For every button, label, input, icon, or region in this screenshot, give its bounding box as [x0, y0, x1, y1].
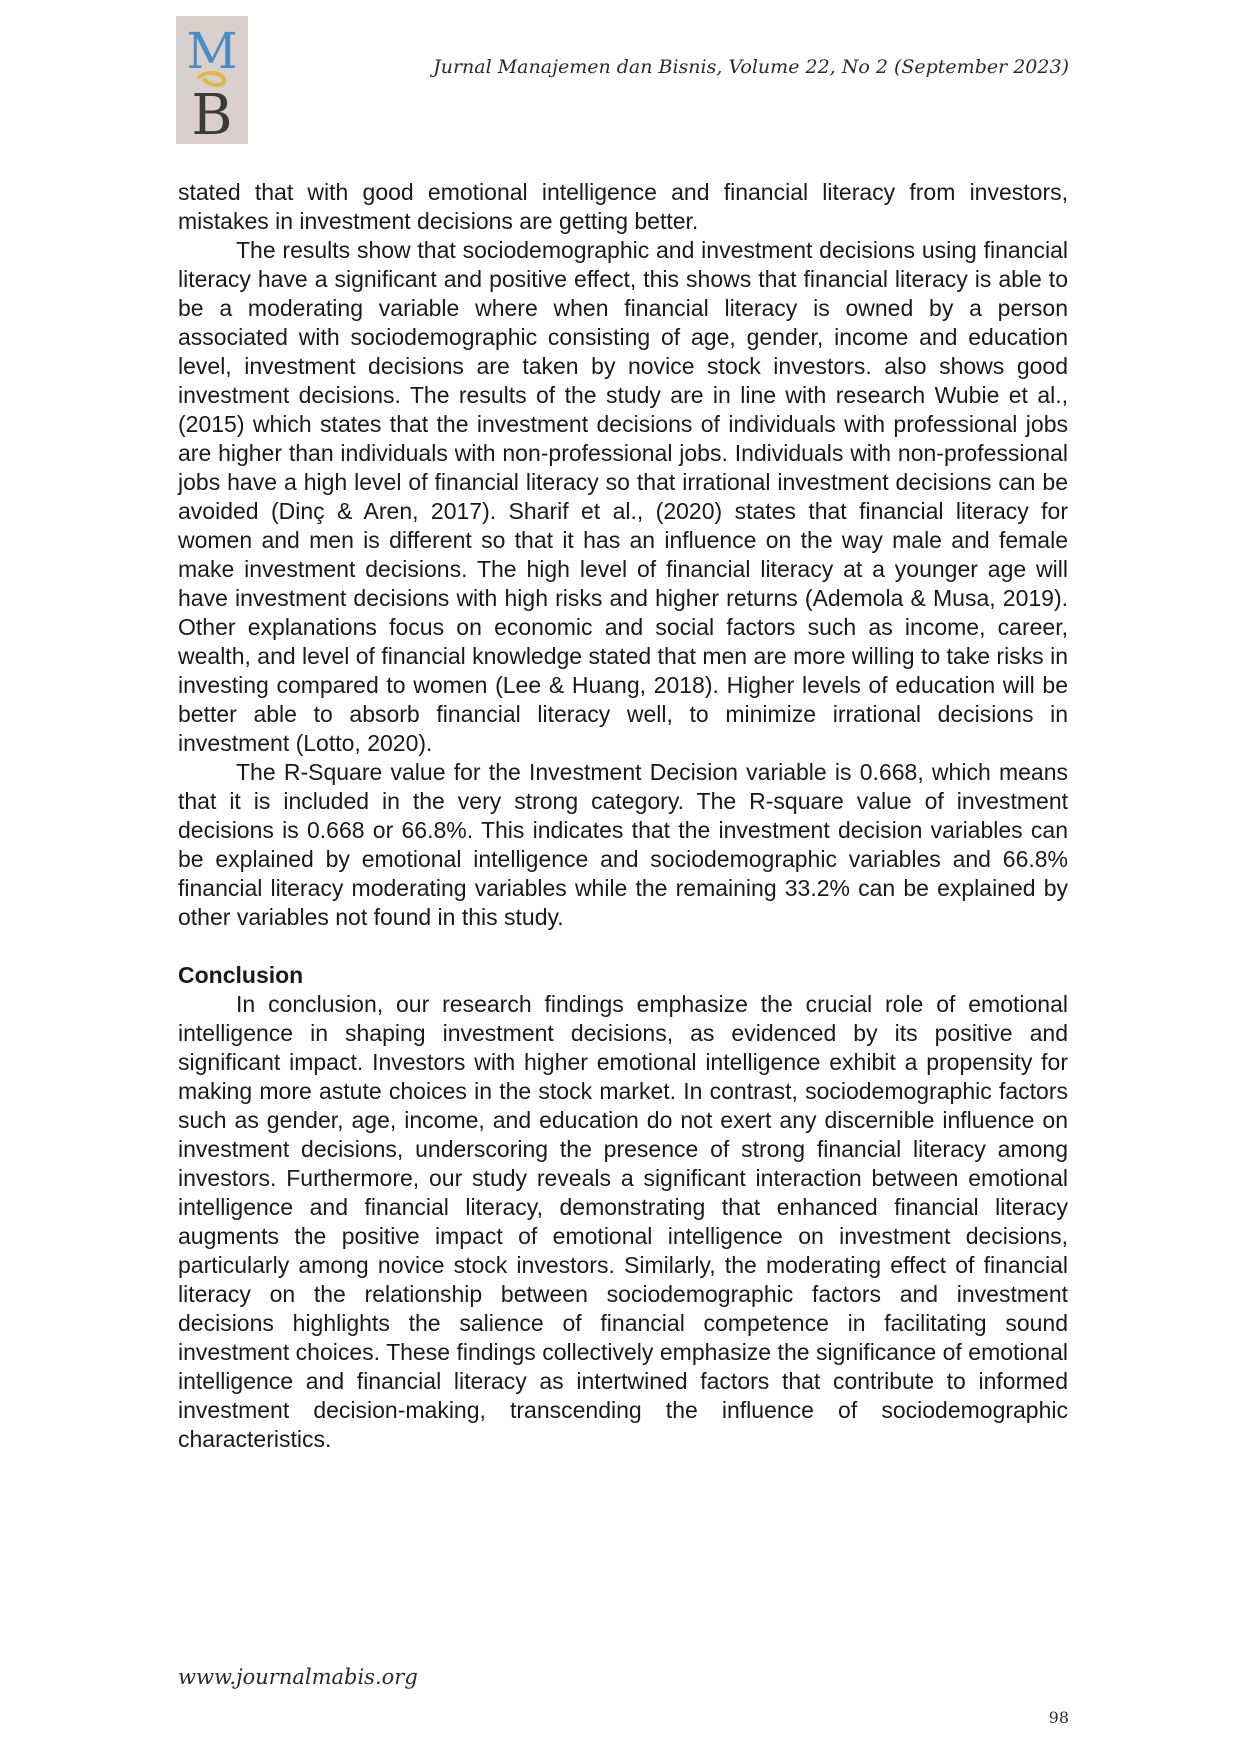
conclusion-paragraph: In conclusion, our research findings emphasize the crucial role of emotional intelligence in shaping investment decisions, as evidenced by its positive and significant impact. Investors with higher emotional intelligence exhibit a propensity for making more astute choices in the stock market. In contrast, sociodemographic factors such as gender, age, income, and education do not exert any discernible influence on investment decisions, underscoring the presence of strong financial literacy among investors. Furthermore, our study reveals a significant interaction between emotional intelligence and financial literacy, demonstrating that enhanced financial literacy augments the positive impact of emotional intelligence on investment decisions, particularly among novice stock investors. Similarly, the moderating effect of financial literacy on the relationship between sociodemographic factors and investment decisions highlights the salience of financial competence in facilitating sound investment choices. These findings collectively emphasize the significance of emotional intelligence and financial literacy as intertwined factors that contribute to informed investment decision-making, transcending the influence of sociodemographic characteristics. [178, 991, 1068, 1452]
footer-website-link[interactable]: www.journalmabis.org [178, 1665, 418, 1689]
article-body [178, 178, 1068, 1454]
conclusion-heading: Conclusion [178, 962, 304, 988]
paragraph-r-square: The R-Square value for the Investment Decision variable is 0.668, which means that it is included in the very strong category. The R-square value of investment decisions is 0.668 or 66.8%. This indicates that the investment decision variables can be explained by emotional intelligence and sociodemographic variables and 66.8% financial literacy moderating variables while the remaining 33.2% can be explained by other variables not found in this study. [178, 759, 1068, 930]
journal-running-header: Jurnal Manajemen dan Bisnis, Volume 22, No 2 (September 2023) [433, 56, 1069, 78]
paragraph-continued: stated that with good emotional intelligence and financial literacy from investors, mistakes in investment decisions are getting better. [178, 179, 1068, 234]
journal-logo-mark [176, 16, 248, 144]
logo-letter-m: M [186, 22, 238, 80]
paragraph-sociodemographic-results: The results show that sociodemographic and investment decisions using financial literacy have a significant and positive effect, this shows that financial literacy is able to be a moderating variable where when financial literacy is owned by a person associated with sociodemographic consisting of age, gender, income and education level, investment decisions are taken by novice stock investors. also shows good investment decisions. The results of the study are in line with research Wubie et al., (2015) which states that the investment decisions of individuals with professional jobs are higher than individuals with non-professional jobs. Individuals with non-professional jobs have a high level of financial literacy so that irrational investment decisions can be avoided (Dinç & Aren, 2017). Sharif et al., (2020) states that financial literacy for women and men is different so that it has an influence on the way male and female make investment decisions. The high level of financial literacy at a younger age will have investment decisions with high risks and higher returns (Ademola & Musa, 2019). Other explanations focus on economic and social factors such as income, career, wealth, and level of financial knowledge stated that men are more willing to take risks in investing compared to women (Lee & Huang, 2018). Higher levels of education will be better able to absorb financial literacy well, to minimize irrational decisions in investment (Lotto, 2020). [178, 237, 1068, 756]
logo-letter-b: B [191, 83, 233, 144]
journal-logo [176, 16, 248, 144]
page-number: 98 [1048, 1708, 1069, 1727]
